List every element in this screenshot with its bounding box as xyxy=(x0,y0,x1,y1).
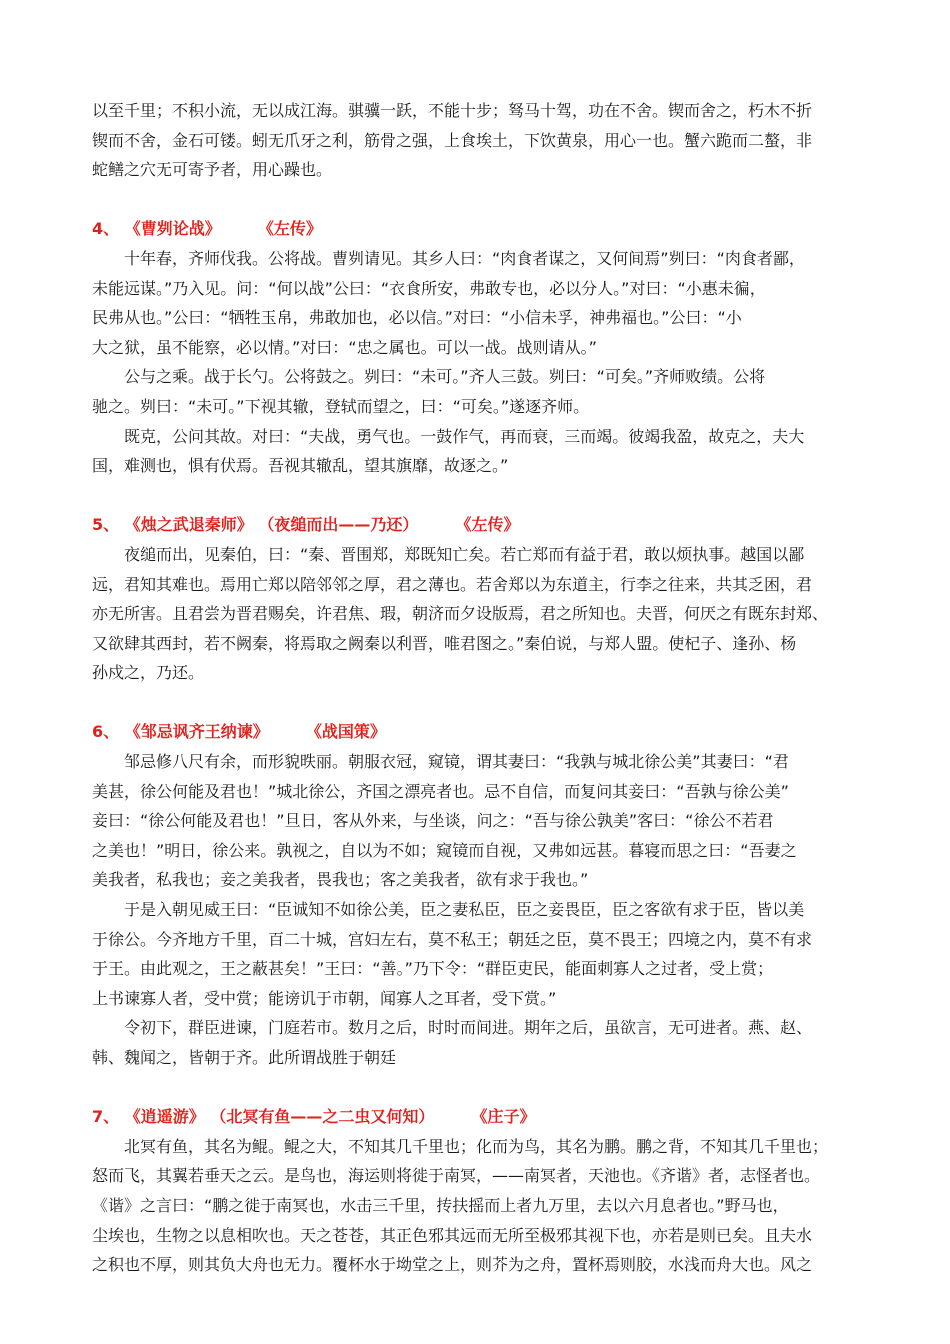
text-line: 之积也不厚，则其负大舟也无力。覆杯水于坳堂之上，则芥为之舟，置杯焉则胶，水浅而舟大也。风之 xyxy=(92,1255,813,1275)
section-number: 5、 xyxy=(92,515,120,535)
text-line: 孙戍之，乃还。 xyxy=(92,663,205,683)
intro-line: 以至千里；不积小流，无以成江海。骐骥一跃，不能十步；驽马十驾，功在不舍。锲而舍之，朽木不折 xyxy=(92,101,813,120)
text-line: 美甚，徐公何能及君也！”城北徐公，齐国之漂亮者也。忌不自信，而复问其妾曰：“吾孰与徐公美” xyxy=(92,781,789,801)
section-source: 《庄子》 xyxy=(471,1107,536,1127)
text-line: 令初下，群臣进谏，门庭若市。数月之后，时时而间进。期年之后，虽欲言，无可进者。燕、赵、 xyxy=(124,1018,813,1038)
section-subtitle: （北冥有鱼——之二虫又何知） xyxy=(210,1107,435,1127)
section-title: 《邹忌讽齐王纳谏》 xyxy=(124,722,269,742)
text-line: 尘埃也，生物之以息相吹也。天之苍苍，其正色邪其远而无所至极邪其视下也，亦若是则已矣。且夫水 xyxy=(92,1225,813,1245)
section-heading-4 xyxy=(92,214,862,244)
text-line: 公与之乘。战于长勺。公将鼓之。刿曰：“未可。”齐人三鼓。刿曰：“可矣。”齐师败绩。公将 xyxy=(124,367,766,387)
text-line: 于徐公。今齐地方千里，百二十城，宫妇左右，莫不私王；朝廷之臣，莫不畏王；四境之内，莫不有求 xyxy=(92,929,813,949)
section-number: 6、 xyxy=(92,722,120,742)
section-source: 《左传》 xyxy=(257,219,322,239)
section-title: 《逍遥游》 xyxy=(124,1107,205,1127)
text-line: 未能远谋。”乃入见。问：“何以战”公曰：“衣食所安，弗敢专也，必以分人。”对曰：“小惠未徧， xyxy=(92,278,766,298)
text-line: 上书谏寡人者，受中赏；能谤讥于市朝，闻寡人之耳者，受下赏。” xyxy=(92,988,557,1008)
text-line: 既克，公问其故。对曰：“夫战，勇气也。一鼓作气，再而衰，三而竭。彼竭我盈，故克之，夫大 xyxy=(124,426,805,446)
text-line: 于是入朝见威王曰：“臣诚知不如徐公美，臣之妻私臣，臣之妾畏臣，臣之客欲有求于臣，皆以美 xyxy=(124,900,805,920)
section-source: 《战国策》 xyxy=(305,722,386,742)
section-number: 7、 xyxy=(92,1107,120,1127)
section-title: 《烛之武退秦师》 xyxy=(124,515,253,535)
text-line: 妾曰：“徐公何能及君也！”旦日，客从外来，与坐谈，问之：“吾与徐公孰美”客曰：“徐公不若君 xyxy=(92,811,774,831)
text-line: 驰之。刿曰：“未可。”下视其辙，登轼而望之，曰：“可矣。”遂逐齐师。 xyxy=(92,396,590,416)
text-line: 怒而飞，其翼若垂天之云。是鸟也，海运则将徙于南冥，——南冥者，天池也。《齐谐》者，志怪者也。 xyxy=(92,1166,821,1186)
text-line: 大之狱，虽不能察，必以情。”对曰：“忠之属也。可以一战。战则请从。” xyxy=(92,337,597,357)
text-line: 十年春，齐师伐我。公将战。曹刿请见。其乡人曰：“肉食者谋之，又何间焉”刿曰：“肉食者鄙， xyxy=(124,248,805,268)
text-line: 亦无所害。且君尝为晋君赐矣，许君焦、瑕，朝济而夕设版焉，君之所知也。夫晋，何厌之有既东封郑、 xyxy=(92,604,829,624)
text-line: 于王。由此观之，王之蔽甚矣！”王曰：“善。”乃下令：“群臣吏民，能面刺寡人之过者，受上赏； xyxy=(92,959,774,979)
section-source: 《左传》 xyxy=(455,515,520,535)
text-line: 北冥有鱼，其名为鲲。鲲之大，不知其几千里也；化而为鸟，其名为鹏。鹏之背，不知其几千里也； xyxy=(124,1136,829,1156)
text-line: 《谐》之言曰：“鹏之徙于南冥也，水击三千里，抟扶摇而上者九万里，去以六月息者也。”野马也， xyxy=(92,1195,789,1215)
section-heading-7 xyxy=(92,1102,862,1132)
section-heading-6 xyxy=(92,717,862,747)
section-subtitle: （夜缒而出——乃还） xyxy=(258,515,419,535)
document-body xyxy=(92,96,862,1280)
text-line: 韩、魏闻之，皆朝于齐。此所谓战胜于朝廷 xyxy=(92,1048,397,1067)
text-line: 国，难测也，惧有伏焉。吾视其辙乱，望其旗靡，故逐之。” xyxy=(92,456,509,476)
text-line: 民弗从也。”公曰：“牺牲玉帛，弗敢加也，必以信。”对曰：“小信未孚，神弗福也。”公曰：“小 xyxy=(92,308,742,328)
intro-line: 锲而不舍，金石可镂。蚓无爪牙之利，筋骨之强，上食埃土，下饮黄泉，用心一也。蟹六跪而二螯，非 xyxy=(92,130,813,150)
section-number: 4、 xyxy=(92,219,120,239)
text-line: 又欲肆其西封，若不阙秦，将焉取之阙秦以利晋，唯君图之。”秦伯说，与郑人盟。使杞子、逢孙、杨 xyxy=(92,633,797,653)
text-line: 邹忌修八尺有余，而形貌昳丽。朝服衣冠，窥镜，谓其妻曰：“我孰与城北徐公美”其妻曰：“君 xyxy=(124,752,789,772)
text-line: 美我者，私我也；妾之美我者，畏我也；客之美我者，欲有求于我也。” xyxy=(92,870,589,890)
section-title: 《曹刿论战》 xyxy=(124,219,221,239)
intro-line: 蛇鳝之穴无可寄予者，用心躁也。 xyxy=(92,160,333,180)
section-heading-5 xyxy=(92,510,862,540)
text-line: 夜缒而出，见秦伯，曰：“秦、晋围郑，郑既知亡矣。若亡郑而有益于君，敢以烦执事。越国以鄙 xyxy=(124,544,805,564)
text-line: 远，君知其难也。焉用亡郑以陪邻邻之厚，君之薄也。若舍郑以为东道主，行李之往来，共其乏困，君 xyxy=(92,574,813,594)
text-line: 之美也！”明日，徐公来。孰视之，自以为不如；窥镜而自视，又弗如远甚。暮寝而思之曰：“吾妻之 xyxy=(92,840,797,860)
